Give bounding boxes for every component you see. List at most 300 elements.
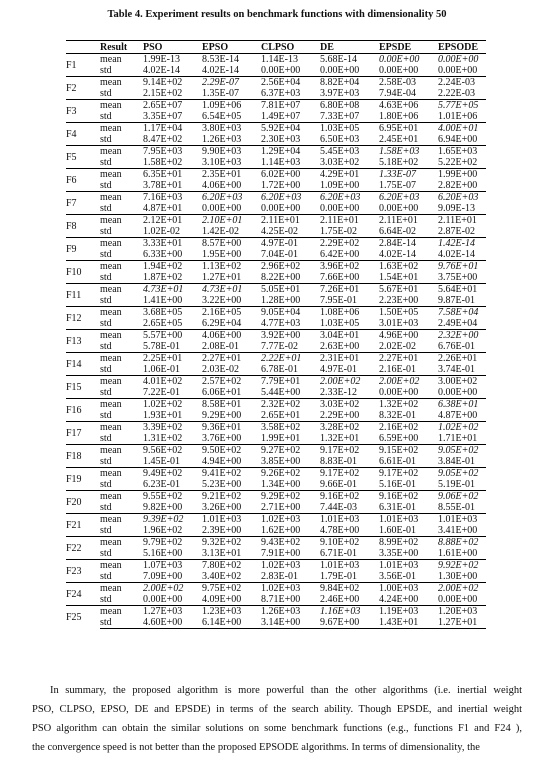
value-cell: 1.09E+06 [202,100,261,112]
value-cell: 2.83E-01 [261,571,298,582]
header-cell: EPSDE [379,41,438,54]
value-cell: 1.02E-02 [143,226,180,237]
result-type-label: mean [100,192,143,204]
result-type-label: mean [100,307,143,319]
value-cell: 4.97E-01 [320,364,357,375]
summary-paragraph [32,681,522,757]
value-cell: 1.99E+01 [261,433,301,444]
value-cell: 3.01E+03 [379,318,419,329]
value-cell: 1.16E+03 [320,606,379,618]
value-cell: 2.22E-03 [438,88,475,99]
value-cell: 1.72E+00 [261,180,301,191]
value-cell: 2.58E-03 [379,77,438,89]
function-label: F3 [66,100,100,123]
value-cell: 9.06E+02 [438,491,486,503]
value-cell: 8.71E+00 [261,594,301,605]
value-cell: 7.66E+00 [320,272,360,283]
value-cell: 3.35E+00 [379,548,419,559]
function-label: F13 [66,330,100,353]
value-cell: 2.26E+01 [438,353,486,365]
value-cell: 1.17E+04 [143,123,202,135]
result-type-label: std [100,433,112,444]
result-type-label: mean [100,583,143,595]
table-row [66,479,486,491]
value-cell: 3.03E+02 [320,157,360,168]
result-type-label: std [100,249,112,260]
value-cell: 1.14E-13 [261,54,320,66]
value-cell: 7.81E+07 [261,100,320,112]
value-cell: 3.40E+02 [202,571,242,582]
result-type-label: mean [100,330,143,342]
value-cell: 5.64E+01 [438,284,486,296]
paragraph-line: In summary, the proposed algorithm is more powerful than the other algorithms (i.e. inertial weight [50,685,522,696]
function-label: F17 [66,422,100,445]
value-cell: 2.56E+04 [261,77,320,89]
result-type-label: std [100,295,112,306]
table-row [66,399,486,411]
value-cell: 1.08E+06 [320,307,379,319]
result-type-label: std [100,364,112,375]
paragraph-line: PSO, CLPSO, EPSO, DE and EPSDE) in terms of the search ability. Though EPSDE, and inertial weight [32,704,522,715]
result-type-label: mean [100,514,143,526]
value-cell: 3.00E+02 [438,376,486,388]
value-cell: 0.00E+00 [320,203,360,214]
table-row [66,606,486,618]
result-type-label: mean [100,376,143,388]
value-cell: 8.57E+00 [202,238,261,250]
value-cell: 1.06E-01 [143,364,180,375]
value-cell: 8.53E-14 [202,54,261,66]
value-cell: 2.27E+01 [202,353,261,365]
result-type-label: std [100,502,112,513]
table-row [66,341,486,353]
value-cell: 9.87E-01 [438,295,475,306]
table-row [66,571,486,583]
value-cell: 3.03E+02 [320,399,379,411]
value-cell: 7.04E-01 [261,249,298,260]
value-cell: 3.35E+07 [143,111,183,122]
table-row [66,318,486,330]
function-label: F23 [66,560,100,583]
function-label: F14 [66,353,100,376]
value-cell: 7.95E-01 [320,295,357,306]
result-type-label: std [100,617,143,629]
value-cell: 4.78E+00 [320,525,360,536]
value-cell: 8.88E+02 [438,537,486,549]
value-cell: 0.00E+00 [261,65,301,76]
value-cell: 4.96E+00 [379,330,438,342]
value-cell: 1.49E+07 [261,111,301,122]
value-cell: 5.19E-01 [438,479,475,490]
value-cell: 7.33E+07 [320,111,360,122]
function-label: F9 [66,238,100,261]
value-cell: 2.57E+02 [202,376,261,388]
result-type-label: std [100,134,112,145]
result-type-label: std [100,157,112,168]
result-type-label: mean [100,54,143,66]
value-cell: 3.92E+00 [261,330,320,342]
value-cell: 2.46E+00 [320,594,360,605]
value-cell: 9.43E+02 [261,537,320,549]
value-cell: 1.33E-07 [379,169,438,181]
table-row [66,548,486,560]
value-cell: 1.45E-01 [143,456,180,467]
value-cell: 5.77E+05 [438,100,486,112]
value-cell: 6.20E+03 [202,192,261,204]
value-cell: 9.84E+02 [320,583,379,595]
value-cell: 1.54E+01 [379,272,419,283]
value-cell: 8.58E+01 [202,399,261,411]
value-cell: 9.50E+02 [202,445,261,457]
value-cell: 2.02E-02 [379,341,416,352]
value-cell: 3.84E-01 [438,456,475,467]
value-cell: 0.00E+00 [438,65,478,76]
value-cell: 9.90E+03 [202,146,261,158]
value-cell: 7.16E+03 [143,192,202,204]
function-label: F15 [66,376,100,399]
table-row [66,284,486,296]
header-cell: EPSO [202,41,261,54]
value-cell: 4.60E+00 [143,617,202,629]
value-cell: 0.00E+00 [438,594,478,605]
value-cell: 9.82E+00 [143,502,183,513]
value-cell: 2.15E+02 [143,88,183,99]
value-cell: 1.32E+02 [379,399,438,411]
value-cell: 1.19E+03 [379,606,438,618]
table-row [66,238,486,250]
value-cell: 6.64E-02 [379,226,416,237]
value-cell: 4.00E+01 [438,123,486,135]
value-cell: 7.95E+03 [143,146,202,158]
value-cell: 6.61E-01 [379,456,416,467]
value-cell: 8.47E+02 [143,134,183,145]
value-cell: 1.50E+05 [379,307,438,319]
value-cell: 5.57E+00 [143,330,202,342]
value-cell: 2.11E+01 [261,215,320,227]
value-cell: 1.75E-02 [320,226,357,237]
value-cell: 2.16E+05 [202,307,261,319]
value-cell: 2.00E+02 [379,376,438,388]
value-cell: 4.06E+00 [202,330,261,342]
value-cell: 4.06E+00 [202,180,242,191]
result-type-label: mean [100,560,143,572]
value-cell: 0.00E+00 [261,203,301,214]
result-type-label: mean [100,399,143,411]
function-label: F12 [66,307,100,330]
value-cell: 1.93E+01 [143,410,183,421]
table-row [66,353,486,365]
value-cell: 2.29E+00 [320,410,360,421]
result-type-label: std [100,479,112,490]
value-cell: 9.49E+02 [143,468,202,480]
value-cell: 6.94E+00 [438,134,478,145]
table-row [66,180,486,192]
table-row [66,261,486,273]
table-row [66,88,486,100]
value-cell: 6.14E+00 [202,617,261,629]
result-type-label: mean [100,123,143,135]
value-cell: 1.02E+03 [261,583,320,595]
value-cell: 8.99E+02 [379,537,438,549]
result-type-label: std [100,65,112,76]
value-cell: 3.22E+00 [202,295,242,306]
value-cell: 5.05E+01 [261,284,320,296]
value-cell: 4.02E-14 [438,249,475,260]
value-cell: 3.13E+01 [202,548,242,559]
value-cell: 3.97E+03 [320,88,360,99]
value-cell: 6.76E-01 [438,341,475,352]
table-row [66,560,486,572]
value-cell: 1.42E-02 [202,226,239,237]
table-row [66,146,486,158]
value-cell: 6.20E+03 [261,192,320,204]
value-cell: 1.01E+03 [320,560,379,572]
value-cell: 0.00E+00 [379,203,419,214]
value-cell: 0.00E+00 [438,54,486,66]
value-cell: 0.00E+00 [438,387,478,398]
value-cell: 5.44E+00 [261,387,301,398]
value-cell: 2.31E+01 [320,353,379,365]
table-row [66,169,486,181]
result-type-label: mean [100,445,143,457]
value-cell: 9.16E+02 [320,491,379,503]
table-row [66,330,486,342]
value-cell: 5.16E-01 [379,479,416,490]
value-cell: 8.55E-01 [438,502,475,513]
result-type-label: mean [100,146,143,158]
result-type-label: std [100,203,112,214]
value-cell: 9.17E+02 [379,468,438,480]
value-cell: 8.22E+00 [261,272,301,283]
table-row [66,77,486,89]
value-cell: 2.39E+00 [202,525,242,536]
value-cell: 1.96E+02 [143,525,183,536]
value-cell: 9.26E+02 [261,468,320,480]
value-cell: 9.16E+02 [379,491,438,503]
table-row [66,295,486,307]
value-cell: 1.00E+03 [379,583,438,595]
value-cell: 2.00E+02 [143,583,202,595]
value-cell: 3.14E+00 [261,617,320,629]
value-cell: 2.12E+01 [143,215,202,227]
value-cell: 1.87E+02 [143,272,183,283]
table-row [66,617,486,629]
result-type-label: std [100,387,112,398]
value-cell: 9.05E+02 [438,445,486,457]
table-row [66,525,486,537]
value-cell: 6.50E+03 [320,134,360,145]
value-cell: 9.29E+02 [261,491,320,503]
value-cell: 9.17E+02 [320,445,379,457]
value-cell: 6.31E-01 [379,502,416,513]
table-row [66,376,486,388]
value-cell: 2.29E-07 [202,77,261,89]
value-cell: 6.95E+01 [379,123,438,135]
value-cell: 1.58E+03 [379,146,438,158]
function-label: F11 [66,284,100,307]
value-cell: 7.91E+00 [261,548,301,559]
value-cell: 5.68E-14 [320,54,379,66]
value-cell: 5.92E+04 [261,123,320,135]
value-cell: 2.33E-12 [320,387,357,398]
function-label: F22 [66,537,100,560]
value-cell: 1.31E+02 [143,433,183,444]
value-cell: 9.41E+02 [202,468,261,480]
value-cell: 4.02E-14 [202,65,239,76]
value-cell: 9.56E+02 [143,445,202,457]
value-cell: 4.02E-14 [143,65,180,76]
table-caption: Table 4. Experiment results on benchmark functions with dimensionality 50 [107,9,447,20]
value-cell: 1.07E+03 [143,560,202,572]
value-cell: 3.75E+00 [438,272,478,283]
table-row [66,65,486,77]
value-cell: 1.63E+02 [379,261,438,273]
table-row [66,157,486,169]
value-cell: 2.00E+02 [438,583,486,595]
value-cell: 1.99E-13 [143,54,202,66]
value-cell: 6.33E+00 [143,249,183,260]
value-cell: 7.09E+00 [143,571,183,582]
value-cell: 3.96E+02 [320,261,379,273]
value-cell: 0.00E+00 [379,387,419,398]
value-cell: 4.94E+00 [202,456,242,467]
value-cell: 1.01E+03 [320,514,379,526]
value-cell: 6.80E+08 [320,100,379,112]
value-cell: 3.58E+02 [261,422,320,434]
value-cell: 2.82E+00 [438,180,478,191]
table-row [66,433,486,445]
value-cell: 6.35E+01 [143,169,202,181]
value-cell: 2.32E+02 [261,399,320,411]
value-cell: 8.32E-01 [379,410,416,421]
function-label: F6 [66,169,100,192]
value-cell: 0.00E+00 [143,594,183,605]
value-cell: 1.30E+00 [438,571,478,582]
table-row [66,468,486,480]
value-cell: 4.24E+00 [379,594,419,605]
table-row [66,445,486,457]
value-cell: 1.03E+05 [320,123,379,135]
value-cell: 2.10E+01 [202,215,261,227]
value-cell: 4.02E-14 [379,249,416,260]
value-cell: 0.00E+00 [379,54,438,66]
table-row [66,583,486,595]
value-cell: 1.71E+01 [438,433,478,444]
result-type-label: mean [100,537,143,549]
value-cell: 1.35E-07 [202,88,239,99]
value-cell: 1.28E+00 [261,295,301,306]
value-cell: 6.02E+00 [261,169,320,181]
value-cell: 4.25E-02 [261,226,298,237]
value-cell: 2.65E+05 [143,318,183,329]
function-label: F16 [66,399,100,422]
result-type-label: std [100,525,112,536]
table-row [66,364,486,376]
header-cell: PSO [143,41,202,54]
function-label: F19 [66,468,100,491]
function-label: F5 [66,146,100,169]
result-type-label: mean [100,100,143,112]
value-cell: 1.02E+03 [261,560,320,572]
value-cell: 5.67E+01 [379,284,438,296]
value-cell: 9.14E+02 [143,77,202,89]
value-cell: 1.58E+02 [143,157,183,168]
value-cell: 3.56E-01 [379,571,416,582]
value-cell: 9.10E+02 [320,537,379,549]
result-type-label: mean [100,215,143,227]
result-type-label: mean [100,169,143,181]
result-type-label: mean [100,261,143,273]
value-cell: 3.04E+01 [320,330,379,342]
value-cell: 4.87E+00 [438,410,478,421]
result-type-label: std [100,111,112,122]
value-cell: 6.06E+01 [202,387,242,398]
value-cell: 6.59E+00 [379,433,419,444]
value-cell: 3.26E+00 [202,502,242,513]
value-cell: 4.73E+01 [202,284,261,296]
value-cell: 3.76E+00 [202,433,242,444]
value-cell: 0.00E+00 [379,65,419,76]
value-cell: 1.94E+02 [143,261,202,273]
table-row [66,100,486,112]
table-row [66,514,486,526]
value-cell: 1.09E+00 [320,180,360,191]
value-cell: 2.65E+07 [143,100,202,112]
value-cell: 2.08E-01 [202,341,239,352]
paragraph-line: the convergence speed is not better than the proposed EPSODE algorithms. In terms of dimensionality, the [32,742,480,753]
result-type-label: mean [100,422,143,434]
value-cell: 1.01E+06 [438,111,478,122]
value-cell: 1.20E+03 [438,606,486,618]
value-cell: 7.79E+01 [261,376,320,388]
value-cell: 3.28E+02 [320,422,379,434]
table-header-row [66,41,486,54]
value-cell: 9.32E+02 [202,537,261,549]
value-cell: 9.17E+02 [320,468,379,480]
value-cell: 1.01E+03 [379,560,438,572]
result-type-label: std [100,571,112,582]
value-cell: 3.10E+03 [202,157,242,168]
value-cell: 2.03E-02 [202,364,239,375]
value-cell: 2.63E+00 [320,341,360,352]
value-cell: 9.21E+02 [202,491,261,503]
value-cell: 1.02E+02 [438,422,486,434]
value-cell: 7.22E-01 [143,387,180,398]
value-cell: 5.23E+00 [202,479,242,490]
value-cell: 1.02E+02 [143,399,202,411]
value-cell: 2.65E+01 [261,410,301,421]
value-cell: 9.76E+01 [438,261,486,273]
value-cell: 8.83E-01 [320,456,357,467]
function-label: F20 [66,491,100,514]
value-cell: 0.00E+00 [320,65,360,76]
table-row [66,192,486,204]
value-cell: 3.33E+01 [143,238,202,250]
value-cell: 1.14E+03 [261,157,301,168]
value-cell: 4.01E+02 [143,376,202,388]
value-cell: 1.65E+03 [438,146,486,158]
value-cell: 2.45E+01 [379,134,419,145]
result-type-label: std [100,341,112,352]
value-cell: 1.62E+00 [261,525,301,536]
value-cell: 3.80E+03 [202,123,261,135]
value-cell: 9.92E+02 [438,560,486,572]
value-cell: 7.58E+04 [438,307,486,319]
value-cell: 2.87E-02 [438,226,475,237]
value-cell: 6.23E-01 [143,479,180,490]
table-row [66,307,486,319]
value-cell: 9.15E+02 [379,445,438,457]
